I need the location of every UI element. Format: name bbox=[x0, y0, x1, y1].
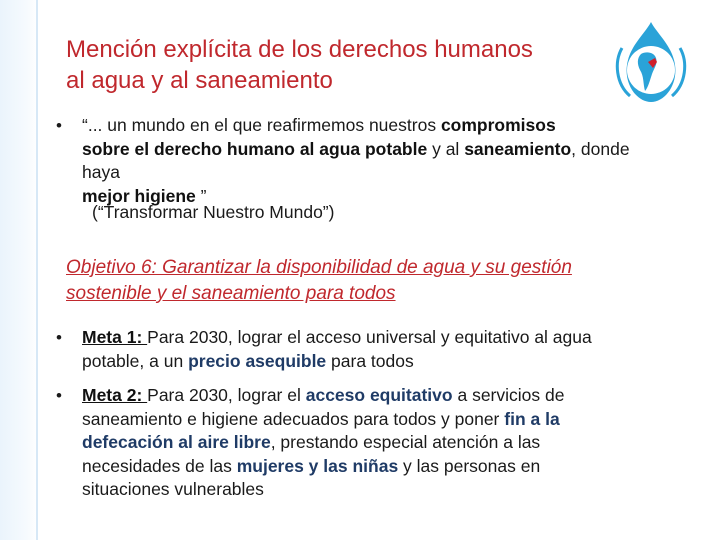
objective-line-1: Objetivo 6: Garantizar la disponibilidad de agua y su gestión bbox=[66, 257, 572, 278]
quote-part-3: , donde haya bbox=[82, 138, 630, 182]
bullet-marker: • bbox=[56, 116, 62, 135]
quote-bold-compromisos: compromisos bbox=[440, 115, 556, 135]
quote-bold-saneamiento: saneamiento bbox=[464, 138, 572, 159]
quote-bold-derecho: sobre el derecho humano al agua potable bbox=[82, 138, 428, 159]
target-2-text-2: a servicios de saneamiento e higiene adecuados para todos y poner bbox=[82, 385, 565, 429]
water-drop-globe-logo bbox=[608, 18, 694, 108]
target-2-text bbox=[82, 384, 632, 502]
bullet-marker: • bbox=[56, 328, 62, 347]
strip-edge bbox=[36, 0, 38, 540]
quote-part-1: “... un mundo en el que reafirmemos nuestros bbox=[82, 115, 441, 135]
quote-source: (“Transformar Nuestro Mundo”) bbox=[92, 202, 335, 222]
title-line-1: Mención explícita de los derechos humanos bbox=[66, 36, 533, 63]
target-2-text-3: , prestando especial atención a las necesidades de las bbox=[82, 432, 541, 476]
target-1-label: Meta 1: bbox=[82, 327, 148, 347]
slide-title bbox=[66, 34, 626, 96]
quote-part-2: y al bbox=[427, 138, 465, 159]
quote-part-4: ” bbox=[195, 185, 207, 206]
target-2-highlight-3: mujeres y las niñas bbox=[236, 455, 399, 476]
target-2-text-4: y las personas en situaciones vulnerables bbox=[82, 455, 541, 499]
target-1-text-1: Para 2030, lograr el acceso universal y equitativo al agua potable, a un bbox=[82, 327, 592, 371]
quote-bold-higiene: mejor higiene bbox=[82, 185, 196, 206]
target-1-text-2: para todos bbox=[326, 350, 414, 371]
target-2-text-1: Para 2030, lograr el bbox=[147, 385, 306, 405]
decorative-left-strip bbox=[0, 0, 38, 540]
target-2-highlight-1: acceso equitativo bbox=[305, 385, 453, 405]
quote-bullet bbox=[56, 114, 656, 208]
objective-line-2: sostenible y el saneamiento para todos bbox=[66, 283, 396, 304]
target-2-label: Meta 2: bbox=[82, 385, 148, 405]
target-2-item bbox=[56, 384, 656, 502]
quote-text bbox=[82, 114, 656, 208]
title-line-2: al agua y al saneamiento bbox=[66, 67, 333, 94]
bullet-marker: • bbox=[56, 386, 62, 405]
target-1-item bbox=[56, 326, 656, 373]
objective-heading bbox=[66, 255, 666, 307]
target-1-text bbox=[82, 326, 632, 373]
target-2-highlight-2: fin a la defecación al aire libre bbox=[82, 408, 560, 452]
target-1-highlight: precio asequible bbox=[188, 350, 327, 371]
